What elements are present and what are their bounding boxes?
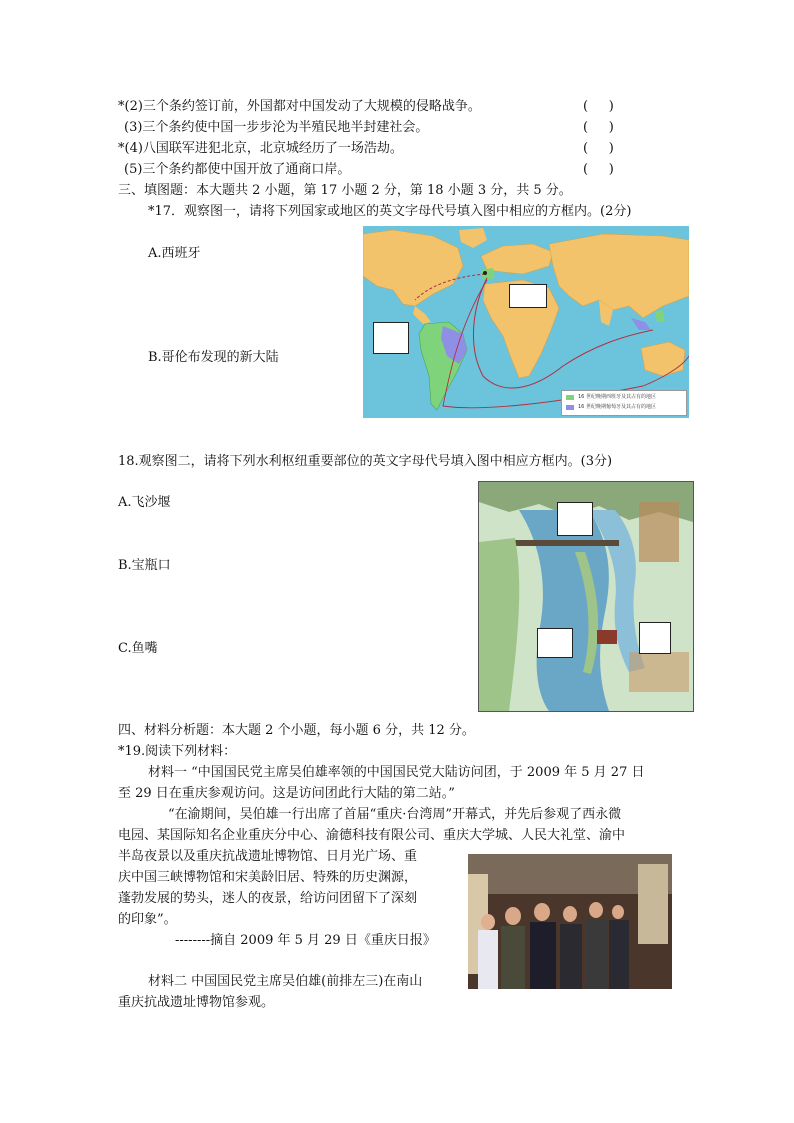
- q16-item-3: (3)三个条约使中国一步步沦为半殖民地半封建社会。: [124, 120, 429, 135]
- exhibit-panel: [638, 864, 668, 944]
- answer-blank-4[interactable]: ( ): [583, 141, 614, 156]
- q17-option-a: A.西班牙: [148, 246, 201, 261]
- pavilion: [597, 630, 617, 644]
- person-6-head: [612, 905, 624, 919]
- q18-option-b: B.宝瓶口: [118, 558, 171, 573]
- photo-illustration: [468, 854, 672, 989]
- map-answer-box-2[interactable]: [373, 322, 409, 354]
- town: [629, 652, 689, 692]
- q18-option-a: A.飞沙堰: [118, 495, 171, 510]
- fig2-answer-box-1[interactable]: [557, 502, 593, 536]
- anlan-bridge: [509, 540, 619, 546]
- material1-line-2: 至 29 日在重庆参观访问。这是访问团此行大陆的第二站。”: [118, 786, 455, 801]
- answer-blank-3[interactable]: ( ): [583, 120, 614, 135]
- person-5-body: [586, 920, 608, 989]
- person-5-head: [589, 902, 603, 918]
- legend-label-spain: 16 世纪晚期西班牙及其占有的地区: [578, 394, 656, 400]
- material1-line-8: 的印象”。: [118, 912, 177, 927]
- person-6-body: [609, 920, 629, 989]
- material1-line-3: “在渝期间，吴伯雄一行出席了首届“重庆·台湾周”开幕式，并先后参观了西永微: [168, 807, 622, 822]
- fig2-answer-box-2[interactable]: [537, 628, 573, 658]
- section4-title: 四、材料分析题：本大题 2 个小题，每小题 6 分，共 12 分。: [118, 723, 475, 738]
- q17-option-b: B.哥伦布发现的新大陆: [148, 350, 279, 365]
- section3-title: 三、填图题：本大题共 2 小题，第 17 小题 2 分，第 18 小题 3 分，共 5 分。: [118, 183, 572, 198]
- map-legend: [561, 390, 687, 416]
- material1-line-4: 电园、某国际知名企业重庆分中心、渝德科技有限公司、重庆大学城、人民大礼堂、渝中: [118, 828, 626, 843]
- material1-line-7: 蓬勃发展的势头，迷人的夜景，给访问团留下了深刻: [118, 891, 418, 906]
- person-4-head: [563, 906, 577, 922]
- material2-line-2: 重庆抗战遗址博物馆参观。: [118, 995, 275, 1010]
- legend-swatch-portugal: [566, 405, 574, 410]
- person-3-head: [534, 903, 550, 921]
- q19-prompt: *19.阅读下列材料：: [118, 744, 237, 759]
- material1-source: --------摘自 2009 年 5 月 29 日《重庆日报》: [175, 933, 436, 948]
- world-map-figure: [363, 226, 689, 418]
- museum-visit-photo: [468, 854, 672, 989]
- material1-line-1: 材料一 “中国国民党主席吴伯雄率领的中国国民党大陆访问团，于 2009 年 5 月 27 日: [148, 765, 645, 780]
- legend-swatch-spain: [566, 395, 574, 400]
- fig2-answer-box-3[interactable]: [639, 622, 671, 654]
- material2-line-1: 材料二 中国国民党主席吴伯雄(前排左三)在南山: [148, 974, 423, 989]
- map-answer-box-1[interactable]: [509, 284, 547, 308]
- australia: [641, 342, 685, 376]
- legend-label-portugal: 16 世纪晚期葡萄牙及其占有的地区: [578, 404, 656, 410]
- q16-item-5: (5)三个条约都使中国开放了通商口岸。: [124, 162, 351, 177]
- answer-blank-2[interactable]: ( ): [583, 99, 614, 114]
- q16-item-4: *(4)八国联军进犯北京，北京城经历了一场浩劫。: [118, 141, 403, 156]
- person-2-head: [505, 907, 521, 925]
- dujiangyan-figure: [478, 481, 694, 712]
- person-3-body: [530, 922, 556, 989]
- person-1-body: [478, 930, 498, 989]
- answer-blank-5[interactable]: ( ): [583, 162, 614, 177]
- person-2-body: [501, 926, 525, 989]
- person-1-head: [481, 914, 495, 930]
- q18-prompt: 18.观察图二，请将下列水利枢纽重要部位的英文字母代号填入图中相应方框内。(3分): [118, 454, 613, 469]
- q18-option-c: C.鱼嘴: [118, 641, 158, 656]
- material1-line-6: 庆中国三峡博物馆和宋美龄旧居、特殊的历史渊源，: [118, 870, 418, 885]
- q16-item-2: *(2)三个条约签订前，外国都对中国发动了大规模的侵略战争。: [118, 99, 481, 114]
- temple-complex: [639, 502, 679, 562]
- material1-line-5: 半岛夜景以及重庆抗战遗址博物馆、日月光广场、重: [118, 849, 418, 864]
- q17-prompt: *17．观察图一，请将下列国家或地区的英文字母代号填入图中相应的方框内。(2分): [148, 204, 632, 219]
- person-4-body: [560, 924, 582, 989]
- port-marker: [483, 271, 487, 275]
